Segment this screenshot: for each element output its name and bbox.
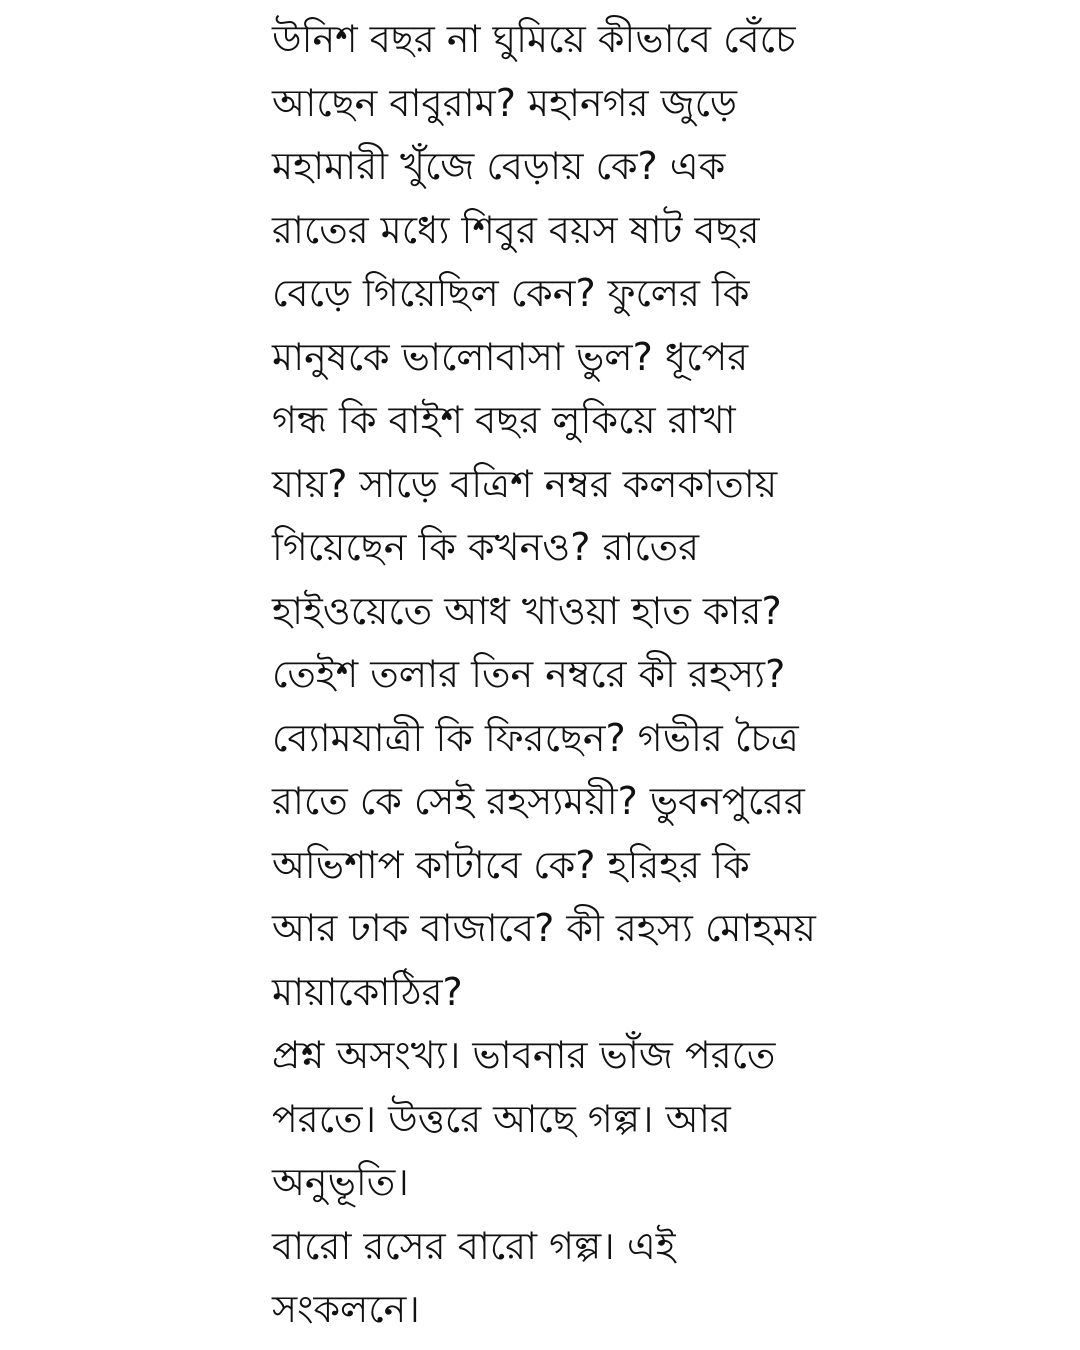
- blurb-line: গিয়েছেন কি কখনও? রাতের: [272, 525, 700, 569]
- blurb-line: রাতে কে সেই রহস্যময়ী? ভুবনপুরের: [272, 779, 805, 823]
- blurb-line: বেড়ে গিয়েছিল কেন? ফুলের কি: [272, 271, 750, 315]
- blurb-line: মানুষকে ভালোবাসা ভুল? ধূপের: [272, 334, 749, 379]
- blurb-text: [272, 8, 872, 1342]
- blurb-line: বারো রসের বারো গল্প। এই: [272, 1223, 676, 1268]
- blurb-line: আর ঢাক বাজাবে? কী রহস্য মোহময়: [272, 906, 816, 950]
- blurb-line: গন্ধ কি বাইশ বছর লুকিয়ে রাখা: [272, 398, 736, 442]
- blurb-line: মহামারী খুঁজে বেড়ায় কে? এক: [272, 144, 726, 188]
- blurb-line: প্রশ্ন অসংখ্য। ভাবনার ভাঁজ পরতে: [272, 1033, 776, 1077]
- blurb-line: অনুভূতি।: [272, 1160, 409, 1204]
- blurb-line: সংকলনে।: [272, 1287, 420, 1331]
- blurb-line: হাইওয়েতে আধ খাওয়া হাত কার?: [272, 588, 782, 633]
- blurb-line: তেইশ তলার তিন নম্বরে কী রহস্য?: [272, 652, 786, 696]
- blurb-line: ব্যোমযাত্রী কি ফিরছেন? গভীর চৈত্র: [272, 715, 799, 760]
- blurb-line: উনিশ বছর না ঘুমিয়ে কীভাবে বেঁচে: [272, 17, 796, 61]
- blurb-line: মায়াকোঠির?: [272, 969, 463, 1014]
- blurb-line: যায়? সাড়ে বত্রিশ নম্বর কলকাতায়: [272, 461, 778, 506]
- blurb-line: রাতের মধ্যে শিবুর বয়স ষাট বছর: [272, 207, 760, 252]
- blurb-line: পরতে। উত্তরে আছে গল্প। আর: [272, 1096, 731, 1141]
- blurb-line: আছেন বাবুরাম? মহানগর জুড়ে: [272, 80, 738, 125]
- blurb-line: অভিশাপ কাটাবে কে? হরিহর কি: [272, 842, 750, 887]
